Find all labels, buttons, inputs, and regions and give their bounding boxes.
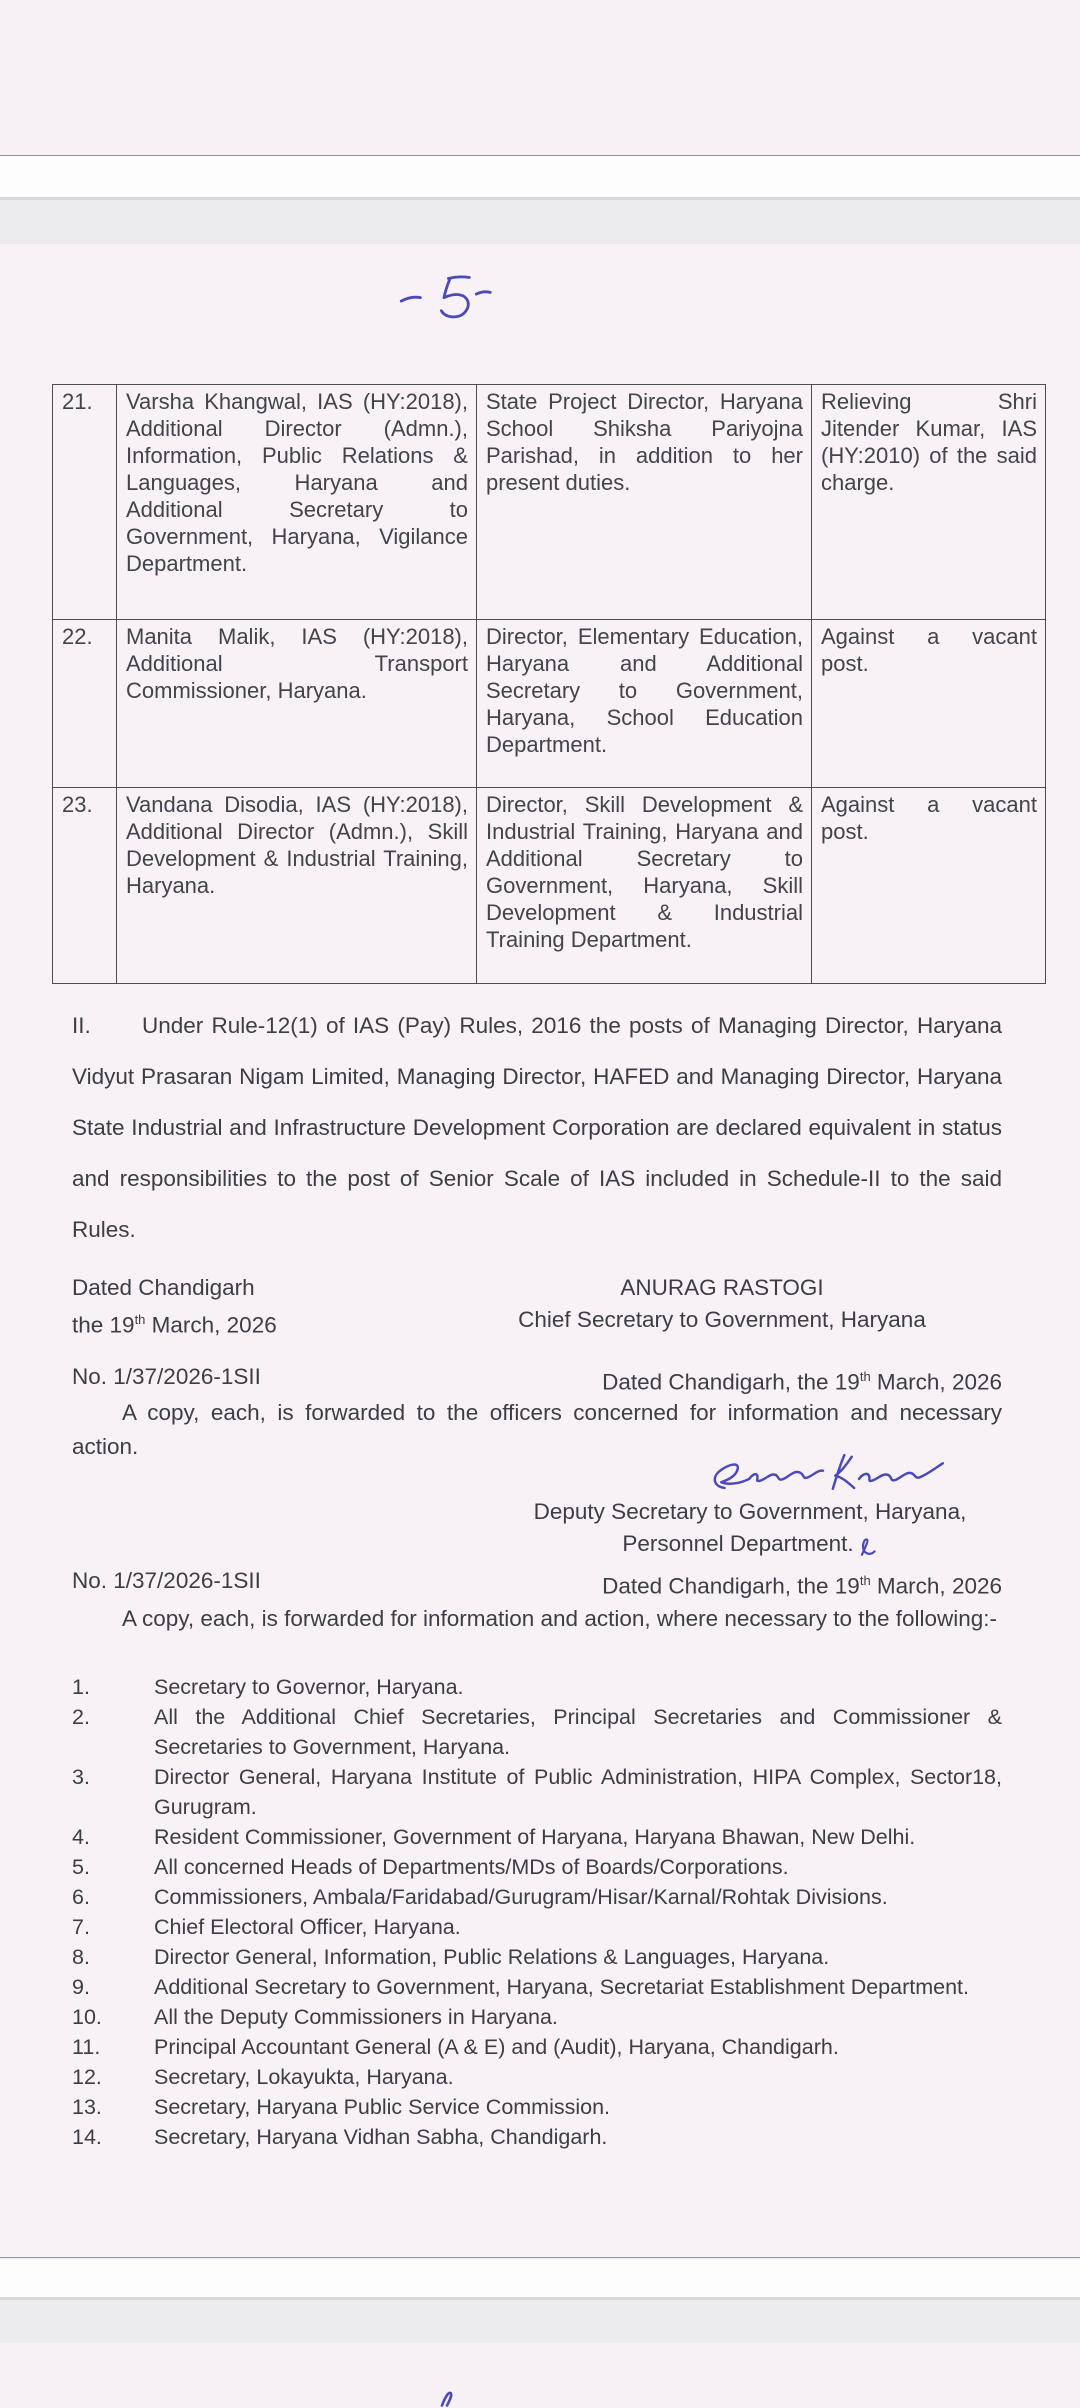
reference-number: No. 1/37/2026-1SII	[72, 1568, 261, 1593]
page-gap-bottom	[0, 2297, 1080, 2346]
dated-place	[72, 1272, 277, 1342]
table-row	[53, 620, 1046, 788]
cell-remarks: Against a vacant post.	[812, 620, 1046, 788]
deputy-title-line1: Deputy Secretary to Government, Haryana,	[533, 1499, 967, 1524]
forwarding-paragraph: A copy, each, is forwarded to the officers concerned for information and necessary action.	[72, 1400, 1002, 1459]
list-number: 10.	[72, 2005, 102, 2029]
list-item	[72, 1702, 1002, 1762]
recipients-list	[72, 1672, 1002, 2152]
list-number: 4.	[72, 1825, 90, 1849]
reference-date: Dated Chandigarh, the 19th March, 2026	[602, 1369, 1002, 1395]
list-item	[72, 1912, 1002, 1942]
list-text: Resident Commissioner, Government of Haryana, Haryana Bhawan, New Delhi.	[154, 1825, 916, 1849]
signature-block-chief-secretary	[72, 1272, 1002, 1342]
paragraph-text: Under Rule-12(1) of IAS (Pay) Rules, 2016 the posts of Managing Director, Haryana Vidyut Prasaran Nigam Limited, Managing Director, HAFED and Managing Director, Haryana State Industrial and Infrastructure Development Corporation are declared equivalent in status and responsibilities to the post of Senior Scale of IAS included in Schedule-II to the said Rules.	[72, 1013, 1002, 1242]
cell-officer: Varsha Khangwal, IAS (HY:2018), Additional Director (Admn.), Information, Public Relations & Languages, Haryana and Additional Secretary to Government, Haryana, Vigilance Department.	[117, 385, 477, 620]
list-number: 2.	[72, 1705, 90, 1729]
list-number: 1.	[72, 1675, 90, 1699]
list-item	[72, 1972, 1002, 2002]
list-text: All concerned Heads of Departments/MDs of Boards/Corporations.	[154, 1855, 789, 1879]
list-number: 3.	[72, 1765, 90, 1789]
list-text: Director General, Haryana Institute of Public Administration, HIPA Complex, Sector18, Gurugram.	[154, 1765, 1002, 1819]
list-text: Commissioners, Ambala/Faridabad/Gurugram/Hisar/Karnal/Rohtak Divisions.	[154, 1885, 888, 1909]
list-text: Additional Secretary to Government, Haryana, Secretariat Establishment Department.	[154, 1975, 969, 1999]
signatory	[442, 1272, 1002, 1336]
cell-serial: 21.	[53, 385, 117, 620]
list-item	[72, 1942, 1002, 1972]
list-number: 14.	[72, 2125, 102, 2149]
signatory-name: ANURAG RASTOGI	[620, 1275, 824, 1300]
order-paragraph	[72, 1000, 1002, 1255]
list-number: 8.	[72, 1945, 90, 1969]
list-number: 7.	[72, 1915, 90, 1939]
reference-date: Dated Chandigarh, the 19th March, 2026	[602, 1573, 1002, 1599]
page-gap-top	[0, 197, 1080, 244]
list-number: 5.	[72, 1855, 90, 1879]
list-number: 9.	[72, 1975, 90, 1999]
cell-remarks: Relieving Shri Jitender Kumar, IAS (HY:2010) of the said charge.	[812, 385, 1046, 620]
list-item	[72, 2032, 1002, 2062]
table-row	[53, 385, 1046, 620]
reference-number: No. 1/37/2026-1SII	[72, 1364, 261, 1389]
reference-line	[72, 1362, 1002, 1398]
paragraph-number: II.	[72, 1013, 91, 1038]
cell-officer: Vandana Disodia, IAS (HY:2018), Additional Director (Admn.), Skill Development & Industrial Training, Haryana.	[117, 788, 477, 984]
table-row	[53, 788, 1046, 984]
list-item	[72, 1822, 1002, 1852]
document-page-5	[0, 244, 1080, 2258]
cell-serial: 22.	[53, 620, 117, 788]
list-item	[72, 2122, 1002, 2152]
list-number: 6.	[72, 1885, 90, 1909]
handwritten-page-number	[396, 268, 492, 322]
list-text: Secretary to Governor, Haryana.	[154, 1675, 464, 1699]
list-item	[72, 2092, 1002, 2122]
list-item	[72, 1672, 1002, 1702]
dated-line1: Dated Chandigarh	[72, 1275, 255, 1300]
list-number: 11.	[72, 2035, 101, 2059]
list-number: 12.	[72, 2065, 102, 2089]
handwritten-initials	[856, 1535, 878, 1561]
signature-block-deputy-secretary	[480, 1496, 1020, 1561]
list-text: Secretary, Lokayukta, Haryana.	[154, 2065, 454, 2089]
page-edge-bottom	[0, 2259, 1080, 2297]
list-item	[72, 1882, 1002, 1912]
cell-serial: 23.	[53, 788, 117, 984]
cell-officer: Manita Malik, IAS (HY:2018), Additional Transport Commissioner, Haryana.	[117, 620, 477, 788]
list-text: Secretary, Haryana Vidhan Sabha, Chandigarh.	[154, 2125, 608, 2149]
cell-posting: Director, Skill Development & Industrial Training, Haryana and Additional Secretary to Government, Haryana, Skill Development & Industrial Training Department.	[477, 788, 812, 984]
list-item	[72, 2002, 1002, 2032]
previous-page-bottom	[0, 0, 1080, 156]
list-item	[72, 2062, 1002, 2092]
handwritten-stroke	[438, 2387, 458, 2408]
list-item	[72, 1852, 1002, 1882]
list-text: Chief Electoral Officer, Haryana.	[154, 1915, 461, 1939]
list-item	[72, 1762, 1002, 1822]
list-number: 13.	[72, 2095, 102, 2119]
cell-posting: State Project Director, Haryana School Shiksha Pariyojna Parishad, in addition to her present duties.	[477, 385, 812, 620]
cell-remarks: Against a vacant post.	[812, 788, 1046, 984]
list-text: All the Deputy Commissioners in Haryana.	[154, 2005, 558, 2029]
list-text: Director General, Information, Public Relations & Languages, Haryana.	[154, 1945, 830, 1969]
list-text: Principal Accountant General (A & E) and (Audit), Haryana, Chandigarh.	[154, 2035, 839, 2059]
deputy-title-line2: Personnel Department.	[480, 1528, 1020, 1561]
forwarding-paragraph: A copy, each, is forwarded for information and action, where necessary to the following:-	[122, 1606, 998, 1631]
page-edge-top	[0, 156, 1080, 197]
reference-line	[72, 1566, 1002, 1602]
signatory-title: Chief Secretary to Government, Haryana	[518, 1307, 926, 1332]
dated-line2: the 19th March, 2026	[72, 1312, 277, 1338]
list-text: Secretary, Haryana Public Service Commission.	[154, 2095, 611, 2119]
postings-table	[52, 384, 1046, 984]
next-page-top	[0, 2343, 1080, 2408]
cell-posting: Director, Elementary Education, Haryana and Additional Secretary to Government, Haryana, School Education Department.	[477, 620, 812, 788]
list-text: All the Additional Chief Secretaries, Principal Secretaries and Commissioner & Secretaries to Government, Haryana.	[154, 1705, 1002, 1759]
